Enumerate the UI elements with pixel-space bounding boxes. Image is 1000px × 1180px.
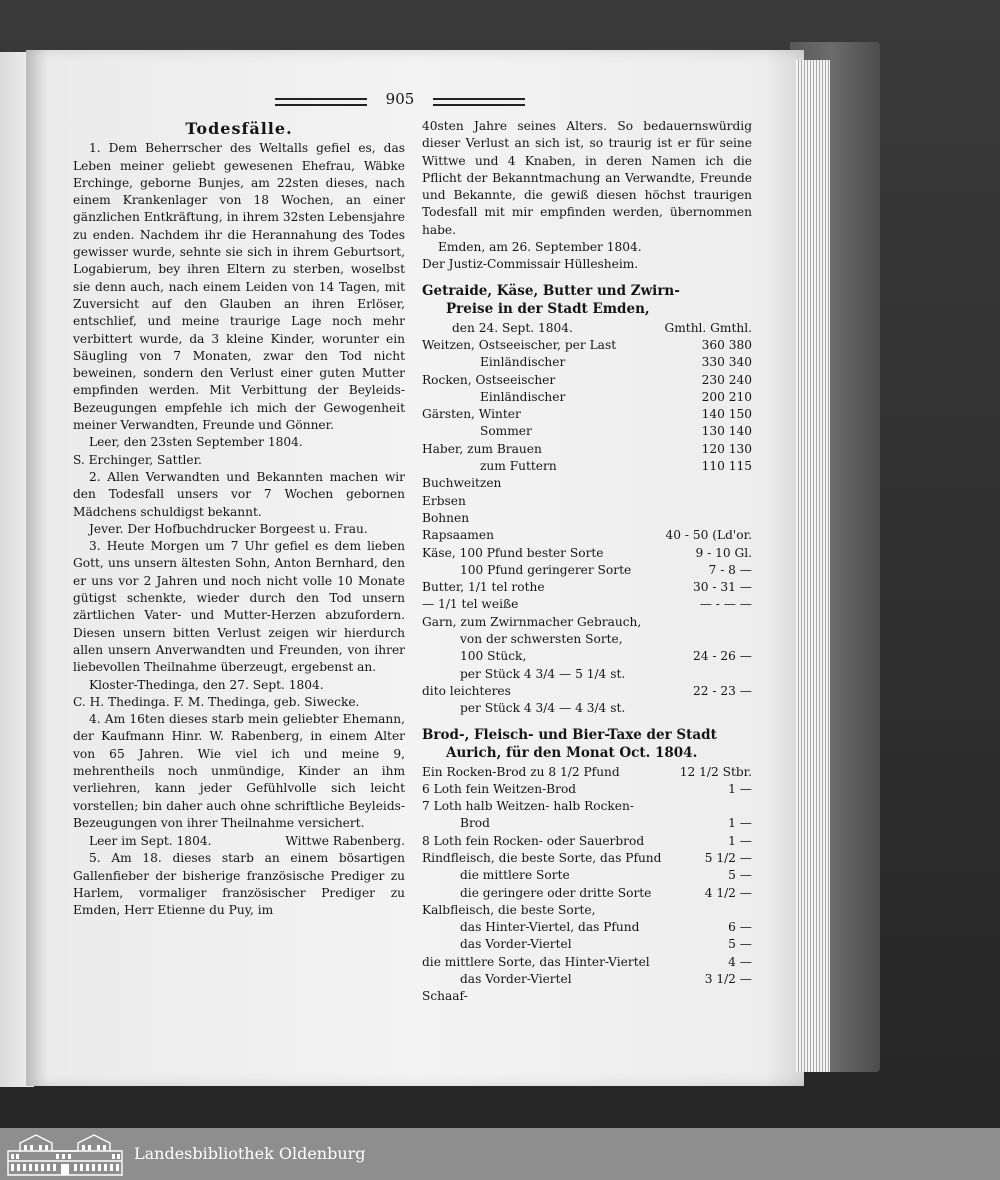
price-row <box>422 423 752 440</box>
notice-1: 1. Dem Beherrscher des Weltalls gefiel es, das Leben meiner geliebt gewesenen Ehefrau, Wäbke Erchinge, geborne Bunjes, am 22sten dieses, nach einem Krankenlager von 18 Wochen, an einer gänzlichen Entkräftung, in ihrem 32sten Lebensjahre zu enden. Nachdem ihr die Herannahung des Todes gewisser wurde, sehnte sie sich in ihrem Geburtsort, Logabierum, bey ihren Eltern zu sterben, woselbst sie denn auch, nach einem Leiden von 14 Tagen, mit Zuversicht auf den Glauben an ihren Erlöser, entschlief, und meine traurige Lage noch mehr verbittert wurde, da 3 kleine Kinder, worunter ein Säugling von 7 Monaten, zwar den Tod nicht beweinen, sondern den Verlust einer guten Mutter empfinden werden. Mit Verbittung der Beyleids-Bezeugungen empfehle ich mich der Gewogenheit meiner Verwandten, Freunde und Gönner. <box>73 141 405 433</box>
price-row-price: 200 210 <box>701 389 752 404</box>
header-rule-right <box>433 98 525 106</box>
price-row <box>422 510 752 527</box>
page-header <box>275 90 525 108</box>
bread-row <box>422 902 752 919</box>
library-name: Landesbibliothek Oldenburg <box>134 1144 366 1163</box>
price-row <box>422 389 752 406</box>
bread-row-price: 3 1/2 — <box>704 972 752 987</box>
notice-3-place: Kloster-Thedinga, den 27. Sept. 1804. <box>89 677 324 692</box>
notice-4: 4. Am 16ten dieses starb mein geliebter Ehemann, der Kaufmann Hinr. W. Rabenberg, in einem Alter von 65 Jahren. Wie viel ich und meine 9, mehrentheils noch unmündige, Kinder an ihm verliehren, kann jeder Gefühlvolle sich leicht vorstellen; bin daher auch ohne schriftliche Beyleids-Bezeugungen von ihrer Theilnahme versichert. <box>73 712 405 830</box>
price-row <box>422 337 752 354</box>
bread-row-label: die mittlere Sorte, das Hinter-Viertel <box>422 954 650 969</box>
bread-row-label: 7 Loth halb Weitzen- halb Rocken- <box>422 799 634 814</box>
notice-1-place: Leer, den 23sten September 1804. <box>89 435 303 450</box>
price-row-label: Buchweitzen <box>422 476 502 491</box>
bread-row-label: das Vorder-Viertel <box>460 937 572 952</box>
bread-row-price: 1 — <box>728 781 752 796</box>
price-row-label: zum Futtern <box>480 459 557 474</box>
price-row <box>422 441 752 458</box>
bread-heading-line1: Brod-, Fleisch- und Bier-Taxe der Stadt <box>422 726 717 743</box>
price-row <box>422 596 752 613</box>
notice-4-dateline <box>73 833 405 850</box>
bread-table <box>422 764 752 989</box>
price-row <box>422 631 752 648</box>
footer-bar <box>0 1128 1000 1180</box>
price-row-label: Käse, 100 Pfund bester Sorte <box>422 545 604 560</box>
price-row-price: 120 130 <box>701 441 752 456</box>
price-row-label: per Stück 4 3/4 — 5 1/4 st. <box>460 666 626 681</box>
price-row-price: 7 - 8 — <box>708 562 752 577</box>
prices-heading-line2: Preise in der Stadt Emden, <box>446 300 650 317</box>
price-row-price: — - — — <box>699 597 752 612</box>
bread-row <box>422 954 752 971</box>
prices-heading-line1: Getraide, Käse, Butter und Zwirn- <box>422 282 680 299</box>
price-row <box>422 700 752 717</box>
price-row-label: Erbsen <box>422 493 466 508</box>
price-row-label: Weitzen, Ostseeischer, per Last <box>422 337 617 352</box>
price-row <box>422 666 752 683</box>
catchword: Schaaf- <box>422 989 468 1004</box>
bread-row <box>422 885 752 902</box>
notice-5-continuation: 40sten Jahre seines Alters. So bedauernswürdig dieser Verlust an sich ist, so traurig ist er für seine Wittwe und 4 Knaben, in deren Namen ich die Pflicht der Bekanntmachung an Verwandte, Freunde und Bekannte, die gewiß diesen höchst traurigen Todesfall mit mir empfinden werden, übernommen habe. <box>422 119 752 237</box>
price-row-label: 100 Pfund geringerer Sorte <box>460 562 632 577</box>
page-edges <box>796 60 830 1072</box>
price-row <box>422 372 752 389</box>
price-row-price: 22 - 23 — <box>693 683 752 698</box>
bread-row-price: 4 — <box>728 954 752 969</box>
bread-row-price: 4 1/2 — <box>704 885 752 900</box>
price-row <box>422 648 752 665</box>
bread-row <box>422 850 752 867</box>
price-row <box>422 354 752 371</box>
bread-row-price: 6 — <box>728 920 752 935</box>
price-row-price: 110 115 <box>701 459 752 474</box>
price-row-price: 40 - 50 (Ld'or. <box>665 528 752 543</box>
price-row-price: 230 240 <box>701 372 752 387</box>
bread-row-price: 1 — <box>728 833 752 848</box>
notice-5-signature: Der Justiz-Commissair Hüllesheim. <box>422 257 639 272</box>
price-row <box>422 562 752 579</box>
price-row-label: per Stück 4 3/4 — 4 3/4 st. <box>460 701 626 716</box>
prices-units: Gmthl. Gmthl. <box>664 320 752 335</box>
price-row-label: dito leichteres <box>422 683 511 698</box>
notice-3-signature: C. H. Thedinga. F. M. Thedinga, geb. Siwecke. <box>73 694 360 709</box>
bread-row-price: 5 1/2 — <box>704 850 752 865</box>
page-number: 905 <box>385 90 415 108</box>
price-row-label: Einländischer <box>480 355 566 370</box>
section-heading: Todesfälle. <box>185 119 293 138</box>
price-row-label: Gärsten, Winter <box>422 407 521 422</box>
bread-row <box>422 798 752 815</box>
library-building-icon <box>6 1131 124 1177</box>
price-row-price: 330 340 <box>701 355 752 370</box>
price-row-label: Butter, 1/1 tel rothe <box>422 580 545 595</box>
price-row-label: Bohnen <box>422 510 470 525</box>
bread-row <box>422 867 752 884</box>
bread-row-label: das Vorder-Viertel <box>460 972 572 987</box>
price-row <box>422 545 752 562</box>
bread-row-price: 1 — <box>728 816 752 831</box>
bread-row-label: 8 Loth fein Rocken- oder Sauerbrod <box>422 833 645 848</box>
notice-2-place: Jever. Der Hofbuchdrucker Borgeest u. Frau. <box>89 521 368 536</box>
price-row-price: 30 - 31 — <box>693 580 752 595</box>
price-row-price: 130 140 <box>701 424 752 439</box>
bread-heading-line2: Aurich, für den Monat Oct. 1804. <box>446 744 698 761</box>
bread-row-price: 5 — <box>728 937 752 952</box>
price-row <box>422 683 752 700</box>
bread-row-price: 5 — <box>728 868 752 883</box>
price-row <box>422 493 752 510</box>
price-row-label: Haber, zum Brauen <box>422 441 542 456</box>
bread-row <box>422 833 752 850</box>
bread-row <box>422 781 752 798</box>
price-row-price: 24 - 26 — <box>693 649 752 664</box>
prices-table <box>422 337 752 718</box>
prices-heading <box>422 282 752 318</box>
bread-row-label: Ein Rocken-Brod zu 8 1/2 Pfund <box>422 764 620 779</box>
notice-2: 2. Allen Verwandten und Bekannten machen wir den Todesfall unsers vor 7 Wochen gebornen Mädchens schuldigst bekannt. <box>73 469 405 519</box>
prices-date: den 24. Sept. 1804. <box>452 320 573 335</box>
price-row <box>422 406 752 423</box>
left-column <box>73 118 405 920</box>
price-row <box>422 527 752 544</box>
price-row-label: Rocken, Ostseeischer <box>422 372 556 387</box>
price-row-label: 100 Stück, <box>460 649 527 664</box>
notice-4-signature: Wittwe Rabenberg. <box>285 834 405 849</box>
price-row-label: Garn, zum Zwirnmacher Gebrauch, <box>422 614 642 629</box>
price-row <box>422 579 752 596</box>
bread-row-label: die geringere oder dritte Sorte <box>460 885 652 900</box>
bread-row-price: 12 1/2 Stbr. <box>679 764 752 779</box>
prices-date-row <box>422 320 752 337</box>
notice-5-place: Emden, am 26. September 1804. <box>438 240 642 255</box>
price-row-label: — 1/1 tel weiße <box>422 597 519 612</box>
bread-heading <box>422 726 752 762</box>
notice-1-signature: S. Erchinger, Sattler. <box>73 452 202 467</box>
bread-row <box>422 919 752 936</box>
price-row <box>422 458 752 475</box>
price-row-price: 9 - 10 Gl. <box>695 545 752 560</box>
price-row-price: 140 150 <box>701 407 752 422</box>
bread-row-label: Brod <box>460 816 490 831</box>
bread-row <box>422 936 752 953</box>
bread-row-label: 6 Loth fein Weitzen-Brod <box>422 781 577 796</box>
bread-row-label: die mittlere Sorte <box>460 868 570 883</box>
price-row <box>422 614 752 631</box>
price-row <box>422 475 752 492</box>
right-column <box>422 118 752 1006</box>
bread-row-label: das Hinter-Viertel, das Pfund <box>460 920 640 935</box>
notice-4-place: Leer im Sept. 1804. <box>89 834 212 849</box>
header-rule-left <box>275 98 367 106</box>
bread-row <box>422 971 752 988</box>
notice-3: 3. Heute Morgen um 7 Uhr gefiel es dem lieben Gott, uns unsern ältesten Sohn, Anton Bernhard, den er uns vor 2 Jahren und noch nicht volle 10 Monate gütigst schenkte, wieder durch den Tod unsern zärtlichen Vater- und Mutter-Herzen abzufordern. Diesen unsern bitten Verlust zeigen wir hierdurch allen unsern Anverwandten und Freunden, von ihrer liebevollen Theilnahme überzeugt, ergebenst an. <box>73 539 405 675</box>
bread-row <box>422 815 752 832</box>
bread-row <box>422 764 752 781</box>
bread-row-label: Rindfleisch, die beste Sorte, das Pfund <box>422 850 662 865</box>
price-row-label: Einländischer <box>480 389 566 404</box>
price-row-price: 360 380 <box>701 337 752 352</box>
price-row-label: Rapsaamen <box>422 528 494 543</box>
notice-5: 5. Am 18. dieses starb an einem bösartigen Gallenfieber der bisherige französische Prediger zu Harlem, vormaliger französischer Prediger zu Emden, Herr Etienne du Puy, im <box>73 851 405 918</box>
price-row-label: von der schwersten Sorte, <box>460 632 623 647</box>
bread-row-label: Kalbfleisch, die beste Sorte, <box>422 902 596 917</box>
price-row-label: Sommer <box>480 424 532 439</box>
